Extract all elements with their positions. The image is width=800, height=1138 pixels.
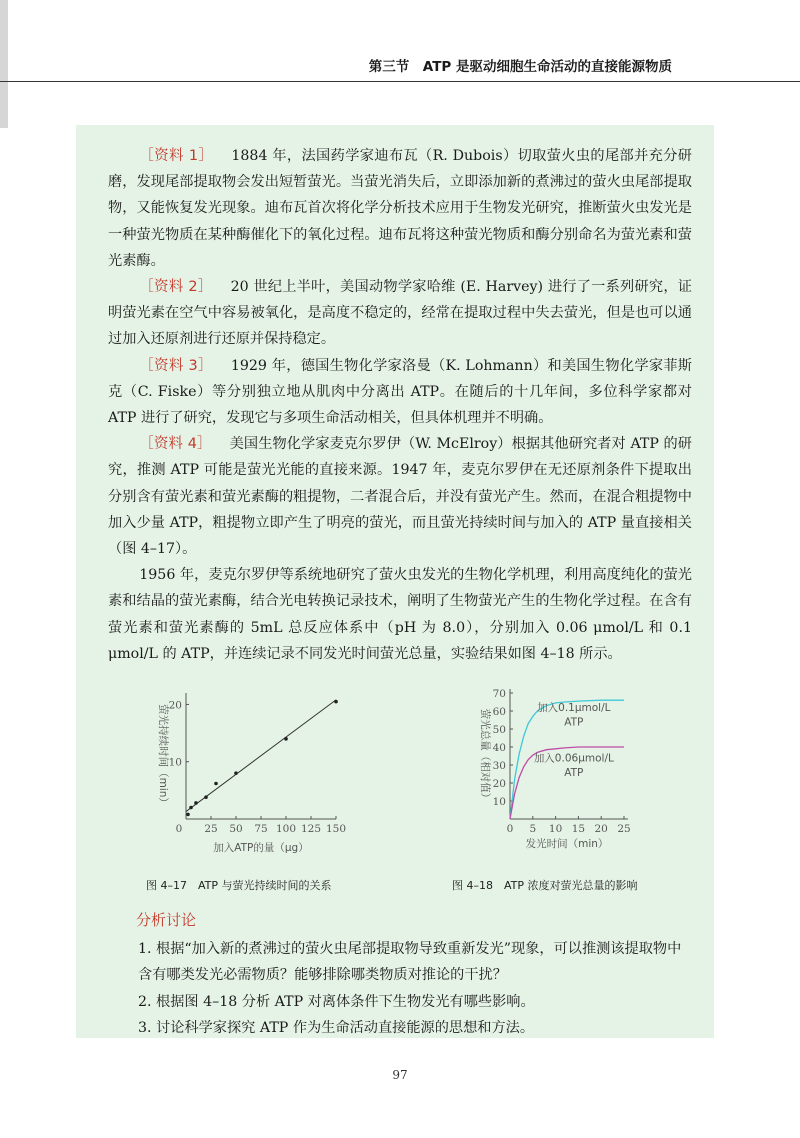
y-tick-label: 10 [492, 796, 506, 808]
header-title: 第三节 ATP 是驱动细胞生命活动的直接能源物质 [368, 59, 672, 75]
material-2-text: 20 世纪上半叶，美国动物学家哈维 (E. Harvey) 进行了一系列研究，证明萤光素在空气中容易被氧化，是高度不稳定的，经常在提取过程中失去萤光，但是也可以通过加入还原剂进行还原并保持稳定。 [108, 279, 692, 348]
figure-4-18 [474, 681, 674, 861]
material-4-tag: ［资料 4］ [139, 436, 212, 453]
x-tick-label: 50 [229, 823, 243, 835]
y-tick-label: 20 [492, 778, 506, 790]
series-label-0-line1: 加入0.1μmol/L [537, 702, 611, 714]
figure-4-17-caption: 图 4–17 ATP 与萤光持续时间的关系 [146, 879, 332, 892]
x-tick-label: 25 [617, 823, 631, 835]
y-tick-label: 40 [492, 742, 506, 754]
data-point [234, 771, 238, 775]
data-point [204, 795, 208, 799]
material-3-tag: ［资料 3］ [139, 357, 213, 374]
figure-4-17 [146, 681, 376, 861]
discussion-question-2: 2. 根据图 4–18 分析 ATP 对离体条件下生物发光有哪些影响。 [138, 993, 535, 1010]
y-tick-label: 20 [168, 699, 182, 712]
paragraph-1956: 1956 年，麦克尔罗伊等系统地研究了萤火虫发光的生物化学机理，利用高度纯化的萤光素和结晶的萤光素酶，结合光电转换记录技术，阐明了生物萤光产生的生物化学过程。在含有萤光素和萤光素酶的 5mL 总反应体系中（pH 为 8.0），分别加入 0.06 μmol/L 和 0.1 μmol/L 的 ATP，并连续记录不同发光时间萤光总量，实验结果如图 4–18 所示。 [108, 567, 692, 662]
trendline [186, 700, 336, 812]
discussion-question-1: 1. 根据“加入新的煮沸过的萤火虫尾部提取物导致重新发光”现象，可以推测该提取物中含有哪类发光必需物质？能够排除哪类物质对推论的干扰？ [138, 940, 682, 983]
y-tick-label: 50 [492, 724, 506, 736]
material-1 [108, 143, 692, 274]
material-3-text: 1929 年，德国生物化学家洛曼（K. Lohmann）和美国生物化学家菲斯克（C. Fiske）等分别独立地从肌肉中分离出 ATP。在随后的十几年间，多位科学家都对 ATP 进行了研究，发现它与多项生命活动相关，但具体机理并不明确。 [108, 357, 692, 427]
x-tick-label: 10 [548, 823, 563, 835]
x-tick-label: 125 [300, 823, 322, 835]
material-panel [76, 125, 714, 1038]
material-1-text: 1884 年，法国药学家迪布瓦（R. Dubois）切取萤火虫的尾部并充分研磨，发现尾部提取物会发出短暂萤光。当萤光消失后，立即添加新的煮沸过的萤火虫尾部提取物，又能恢复发光现象。迪布瓦首次将化学分析技术应用于生物发光研究，推断萤火虫发光是一种萤光物质在某种酶催化下的氧化过程。迪布瓦将这种萤光物质和酶分别命名为萤光素和萤光素酶。 [108, 148, 692, 269]
page-number: 97 [392, 1068, 408, 1082]
discussion-question-3: 3. 讨论科学家探究 ATP 作为生命活动直接能源的思想和方法。 [138, 1020, 535, 1036]
y-axis-label: 萤光总量（相对值） [479, 708, 491, 804]
data-point [214, 782, 218, 786]
series-label-0-line2: ATP [564, 716, 584, 729]
materials-text [108, 143, 692, 667]
series-label-1-line2: ATP [564, 766, 584, 779]
figure-4-18-caption: 图 4–18 ATP 浓度对萤光总量的影响 [452, 879, 638, 892]
series-label-1-line1: 加入0.06μmol/L [533, 752, 614, 765]
chart-atp-concentration [474, 681, 674, 861]
material-1-tag: ［资料 1］ [139, 148, 214, 164]
x-tick-label: 20 [594, 823, 608, 835]
discussion-title: 分析讨论 [136, 911, 197, 929]
chart-atp-duration [146, 681, 376, 861]
material-2-tag: ［资料 2］ [139, 279, 213, 296]
data-point [334, 700, 338, 704]
x-axis-label: 加入ATP的量（μg） [213, 842, 309, 854]
x-tick-label: 100 [275, 823, 297, 835]
y-tick-label: 70 [492, 688, 506, 700]
x-tick-label: 0 [506, 823, 514, 835]
data-point [194, 801, 198, 805]
discussion-section [138, 907, 692, 1042]
material-2 [108, 274, 692, 353]
data-point [186, 813, 190, 817]
material-3 [108, 353, 692, 432]
x-axis-label: 发光时间（min） [525, 838, 609, 850]
data-point [189, 806, 193, 810]
page-header [0, 56, 800, 82]
origin-label: 0 [175, 823, 183, 835]
y-axis-label: 萤光持续时间（min） [157, 704, 169, 808]
material-4-text: 美国生物化学家麦克尔罗伊（W. McElroy）根据其他研究者对 ATP 的研究，推测 ATP 可能是萤光光能的直接来源。1947 年，麦克尔罗伊在无还原剂条件下提取出分别含有萤光素和萤光素酶的粗提物，二者混合后，并没有萤光产生。然而，在混合粗提物中加入少量 ATP，粗提物立即产生了明亮的萤光，而且萤光持续时间与加入的 ATP 量直接相关（图 4–17）。 [108, 436, 692, 558]
x-tick-label: 15 [571, 823, 586, 835]
x-tick-label: 150 [325, 823, 347, 835]
data-point [284, 737, 288, 741]
x-tick-label: 25 [204, 823, 218, 835]
material-4 [108, 431, 692, 562]
x-tick-label: 5 [529, 823, 537, 835]
y-tick-label: 60 [492, 706, 506, 718]
y-tick-label: 30 [492, 760, 506, 772]
x-tick-label: 75 [254, 823, 268, 835]
y-tick-label: 10 [168, 756, 182, 769]
